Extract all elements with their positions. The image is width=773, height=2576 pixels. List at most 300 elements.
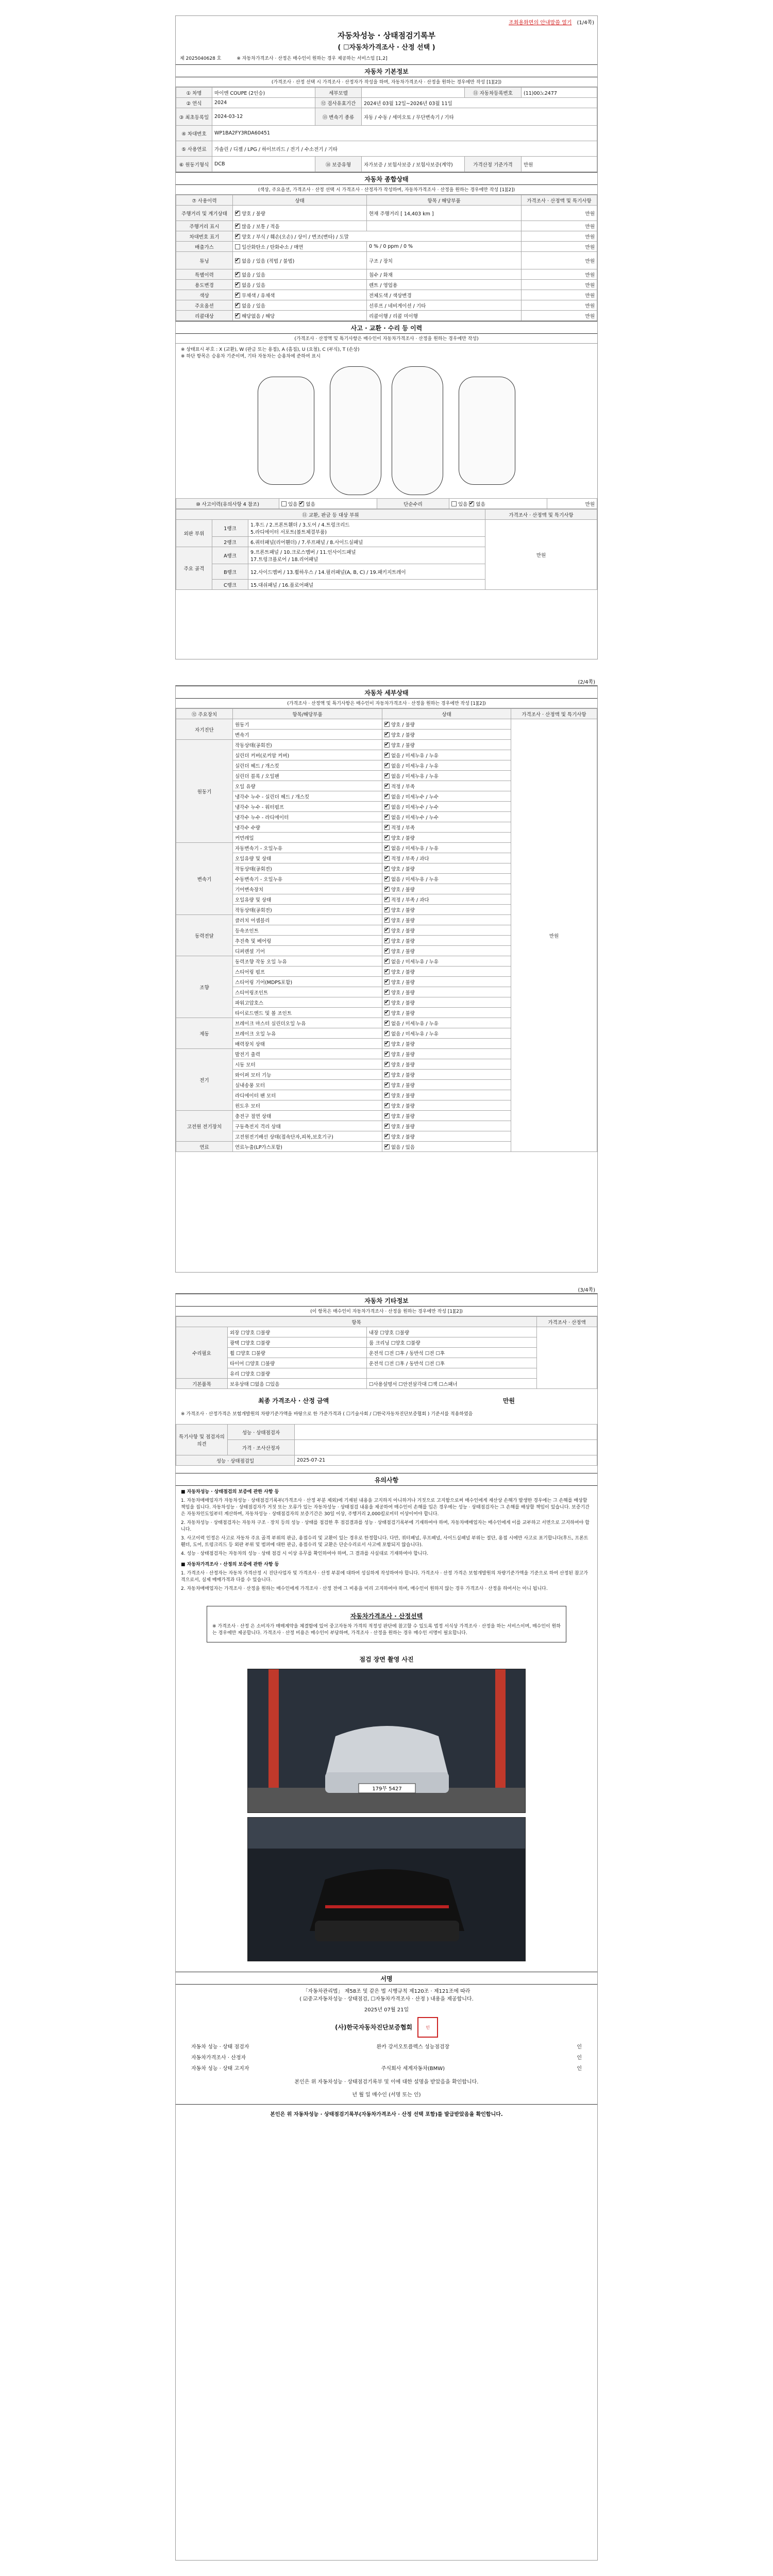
- column-header: 항목 / 해당부품: [367, 195, 522, 206]
- item-label: 브레이크 오일 누유: [233, 1028, 382, 1039]
- item-state-text: 양호 / 불량: [391, 887, 415, 893]
- item-state-text: 없음 / 미세누유 / 누유: [391, 959, 439, 965]
- rank-label: 2랭크: [212, 537, 248, 547]
- detail-note: (가격조사 · 산정액 및 특기사항은 매수인이 자동차가격조사 · 산정을 원하는 경우에만 작성 [1][2]): [176, 699, 597, 708]
- accident-note: (가격조사 · 산정액 및 특기사항은 매수인이 자동차가격조사 · 산정을 원하는 경우에만 작성): [176, 334, 597, 344]
- item-state: [382, 1090, 511, 1100]
- item-state: [382, 1018, 511, 1028]
- checkbox[interactable]: [384, 928, 390, 933]
- selection-box: [207, 1606, 566, 1642]
- checkbox[interactable]: [299, 501, 304, 506]
- checkbox[interactable]: [384, 938, 390, 943]
- item-state-text: 양호 / 불량: [391, 732, 415, 738]
- item-label: 디퍼렌셜 기어: [233, 946, 382, 956]
- group-label: 연료: [176, 1142, 233, 1152]
- checkbox[interactable]: [384, 825, 390, 830]
- final-note: ※ 가격조사 · 산정가격은 보험개발원의 차량기준가액을 바탕으로 한 가준가격과 ( ☐기술사회 / ☐한국자동차진단보증협회 ) 기준서를 적용하였음: [181, 1412, 473, 1417]
- item-state: [382, 1080, 511, 1090]
- signature-date: 2025년 07월 21일: [364, 2007, 409, 2013]
- opinion-table: [176, 1424, 597, 1466]
- item-state-text: 양호 / 불량: [391, 979, 415, 986]
- item-state: [382, 1028, 511, 1039]
- cell-value: 운전석 ☐전 ☐후 / 동반석 ☐전 ☐후: [367, 1358, 537, 1368]
- cell-label: ⑥ 원동기형식: [176, 157, 212, 172]
- accident-question: ⑩ 사고이력(유의사항 4 참조): [176, 499, 279, 509]
- item-state-text: 없음 / 있음: [391, 1144, 415, 1150]
- yes-label: 있음: [288, 501, 298, 507]
- item-state: [382, 1039, 511, 1049]
- checkbox[interactable]: [384, 753, 390, 758]
- group-label: 조향: [176, 956, 233, 1018]
- item-label: 실린더 커버(로커암 커버): [233, 750, 382, 760]
- cell-value: 2024: [212, 98, 315, 108]
- row-status-text: 양호 / 부식 / 훼손(오손) / 상이 / 변조(변타) / 도말: [242, 234, 349, 240]
- outer-label: 외판 부위: [176, 520, 212, 547]
- cell-value: 외장 ☐양호 ☐불량: [228, 1327, 367, 1337]
- rank-items-line: 5.라디에이터 서포트(볼트체결부품): [250, 530, 327, 535]
- checkbox[interactable]: [235, 313, 240, 318]
- main-label: 주요 골격: [176, 547, 212, 590]
- row-label: 주행거리 표시: [176, 221, 233, 231]
- table-row: [176, 108, 597, 126]
- group-label: 고전원 전기장치: [176, 1111, 233, 1142]
- item-state-text: 양호 / 불량: [391, 969, 415, 975]
- car-top-outline: [330, 366, 381, 495]
- checkbox[interactable]: [384, 1093, 390, 1098]
- table-row: [176, 206, 597, 221]
- signer-label: 자동차가격조사 · 산정자: [191, 2055, 246, 2061]
- rank-items: [248, 547, 485, 564]
- checkbox[interactable]: [384, 866, 390, 871]
- notice-subheading: ■ 자동차가격조사 · 산정의 보증에 관한 사항 등: [181, 1562, 279, 1567]
- item-state: [382, 884, 511, 894]
- row-status: [233, 300, 367, 311]
- item-label: 윈도우 모터: [233, 1100, 382, 1111]
- checkbox[interactable]: [384, 1010, 390, 1015]
- checkbox[interactable]: [469, 501, 474, 506]
- cell-label: ⑤ 사용연료: [176, 141, 212, 157]
- checkbox[interactable]: [384, 784, 390, 789]
- car-front-photo: [248, 1669, 526, 1813]
- legend-line: ※ 하단 항목은 승용차 기준이며, 기타 자동차는 승용차에 준하여 표시: [181, 354, 321, 359]
- checkbox[interactable]: [235, 303, 240, 308]
- table-row: [176, 88, 597, 98]
- item-state-text: 없음 / 미세누유 / 누유: [391, 1031, 439, 1037]
- item-state: [382, 802, 511, 812]
- group-label: 자기진단: [176, 719, 233, 740]
- checkbox[interactable]: [281, 501, 287, 506]
- row-status: [233, 269, 367, 280]
- row-price: 만원: [522, 269, 597, 280]
- detail-table: [176, 708, 597, 1152]
- cell-value: 휠 ☐양호 ☐불량: [228, 1348, 367, 1358]
- row-status: [233, 290, 367, 300]
- row-price: 만원: [511, 719, 597, 1152]
- row-status-text: 일산화탄소 / 탄화수소 / 매연: [242, 244, 304, 250]
- checkbox[interactable]: [384, 732, 390, 737]
- item-state-text: 양호 / 불량: [391, 907, 415, 913]
- doc-number: 제 2025040628 호: [180, 56, 222, 61]
- row-status-text: 없음 / 있음: [242, 272, 265, 278]
- item-state: [382, 997, 511, 1008]
- item-label: 라디에이터 팬 모터: [233, 1090, 382, 1100]
- checkbox[interactable]: [235, 258, 240, 263]
- item-state: [382, 946, 511, 956]
- no-label: 없음: [306, 501, 315, 507]
- notice-body: [176, 1486, 597, 1596]
- notice-paragraph: 1. 자동차매매업자가 자동차성능 · 상태점검기록부(가격조사 · 산정 부분 제외)에 기재된 내용을 고지하지 아니하거나 거짓으로 고지함으로써 매수인에게 재산상 손해가 발생한 경우에는 그 손해를 배상할 책임을 집니다. 자동차성능 · 상태점검자가 거짓 또는 오류가 있는 자동차성능 · 상태점검 내용을 제공하여 매수인이 손해를 입은 경우에는 성능 · 상태점검자는 그 손해를 배상할 책임이 있습니다. 보증기간은 자동차인도일부터 계산하며, 자동차성능 · 상태점검자의 보증기간은 30일 이상, 주행거리 2,000킬로미터 이상이어야 합니다.: [181, 1498, 590, 1517]
- checkbox[interactable]: [384, 907, 390, 912]
- form-title: 자동차성능 · 상태점검기록부: [337, 31, 436, 40]
- item-state: [382, 894, 511, 905]
- column-header: 가격조사 · 산정액: [537, 1317, 597, 1327]
- item-state: [382, 760, 511, 771]
- item-label: 시동 모터: [233, 1059, 382, 1070]
- column-header: 가격조사 · 산정액 및 특기사항: [522, 195, 597, 206]
- table-header-row: [176, 1317, 597, 1327]
- checkbox[interactable]: [235, 224, 240, 229]
- checkbox[interactable]: [384, 1134, 390, 1139]
- item-state-text: 양호 / 불량: [391, 1124, 415, 1130]
- row-status: [233, 206, 367, 221]
- meta-line: [176, 52, 597, 64]
- row-status-text: 무채색 / 유채색: [242, 293, 275, 299]
- form-page-2: [175, 680, 598, 1273]
- plate-number: 179무 5427: [372, 1786, 402, 1792]
- item-label: 스티어링 펌프: [233, 967, 382, 977]
- signer-label: 자동차 성능 · 상태 고지자: [191, 2066, 249, 2072]
- row-price: 만원: [522, 252, 597, 269]
- column-header: 상태: [233, 195, 367, 206]
- checkbox[interactable]: [384, 1062, 390, 1067]
- item-state-text: 양호 / 불량: [391, 1000, 415, 1006]
- checkbox[interactable]: [384, 794, 390, 799]
- checkbox[interactable]: [235, 244, 240, 249]
- table-row: [176, 520, 597, 537]
- item-state-text: 없음 / 미세누수 / 누수: [391, 815, 439, 821]
- table-row: [176, 1337, 597, 1348]
- accident-answer: [279, 499, 377, 509]
- item-state: [382, 987, 511, 997]
- item-label: 오일유량 및 상태: [233, 853, 382, 863]
- item-state-text: 양호 / 불량: [391, 722, 415, 728]
- checkbox[interactable]: [235, 282, 240, 287]
- checkbox[interactable]: [235, 211, 240, 216]
- others-table: [176, 1316, 597, 1389]
- item-state: [382, 812, 511, 822]
- row-status-text: 없음 / 있음 (적법 / 불법): [242, 258, 295, 264]
- row-status: [233, 252, 367, 269]
- cell-value: 광택 ☐양호 ☐불량: [228, 1337, 367, 1348]
- item-label: 브레이크 마스터 실린더오일 누유: [233, 1018, 382, 1028]
- item-state: [382, 750, 511, 760]
- item-state-text: 양호 / 불량: [391, 918, 415, 924]
- general-status-note: (색상, 주요옵션, 가격조사 · 산정 선택 시 가격조사 · 산정자가 작성하며, 자동차가격조사 · 산정을 원하는 경우에만 작성 [1][2]): [176, 185, 597, 195]
- cell-label: 세부모델: [315, 88, 362, 98]
- checkbox[interactable]: [384, 845, 390, 851]
- column-header: 항목: [176, 1317, 537, 1327]
- item-state: [382, 1008, 511, 1018]
- vehicle-info-title: 자동차 기본정보: [176, 64, 597, 77]
- cell-value: 내장 ☐양호 ☐불량: [367, 1327, 537, 1337]
- group-label: 동력전달: [176, 915, 233, 956]
- cell-value: [295, 1425, 597, 1440]
- general-status-title: 자동차 종합상태: [176, 172, 597, 185]
- signer-seal: 인: [577, 2044, 582, 2050]
- checkbox[interactable]: [384, 1021, 390, 1026]
- signer-value: 완카 강서오토플렉스 성능점검장: [376, 2044, 450, 2050]
- table-row: [176, 141, 597, 157]
- item-label: 추진축 및 베어링: [233, 936, 382, 946]
- item-state-text: 적정 / 부족: [391, 784, 415, 790]
- checkbox[interactable]: [384, 1000, 390, 1005]
- signature-title: 서명: [176, 1972, 597, 1985]
- item-label: 스티어링 기어(MDPS포함): [233, 977, 382, 987]
- item-state-text: 없음 / 미세누수 / 누수: [391, 794, 439, 800]
- checkbox[interactable]: [235, 272, 240, 277]
- cell-value: 자가보증 / 보험사보증 / 보험사보증(계약): [362, 157, 465, 172]
- checkbox[interactable]: [384, 722, 390, 727]
- checkbox[interactable]: [384, 1052, 390, 1057]
- item-state-text: 양호 / 불량: [391, 1072, 415, 1078]
- page-number: (3/4쪽): [578, 1287, 595, 1293]
- column-header: ⑪ 교환, 판금 등 대상 부위: [176, 510, 485, 520]
- checkbox[interactable]: [384, 804, 390, 809]
- item-state-text: 양호 / 불량: [391, 1103, 415, 1109]
- row-detail: 전체도색 / 색상변경: [367, 290, 522, 300]
- item-state: [382, 853, 511, 863]
- checkbox[interactable]: [384, 1082, 390, 1088]
- item-state-text: 양호 / 불량: [391, 938, 415, 944]
- no-label: 없음: [476, 501, 485, 507]
- inspection-photo-front: [247, 1669, 526, 1813]
- rank-items-line: 1.후드 / 2.프론트휀더 / 3.도어 / 4.트렁크리드: [250, 522, 350, 528]
- car-left-side-outline: [258, 377, 314, 485]
- item-state-text: 양호 / 불량: [391, 1082, 415, 1089]
- repair-question: 단순수리: [377, 499, 449, 509]
- item-state: [382, 822, 511, 833]
- checkbox[interactable]: [451, 501, 457, 506]
- notice-paragraph: 3. 사고이력 인정은 사고로 자동차 주요 골격 부위의 판금, 용접수리 및 교환이 있는 경우로 한정합니다. 다만, 쿼터패널, 루프패널, 사이드실패널 부위는 절단, 용접 시에만 사고로 표기합니다(후드, 프론트휀더, 도어, 트렁크리드 등 외판 부위 및 범퍼에 대한 판금, 용접수리 및 교환은 단순수리로서 사고에 포함되지 않습니다).: [181, 1536, 589, 1548]
- item-state: [382, 967, 511, 977]
- table-row: [176, 1327, 597, 1337]
- row-detail: 선루프 / 네비게이션 / 기타: [367, 300, 522, 311]
- item-state-text: 양호 / 불량: [391, 1093, 415, 1099]
- checkbox[interactable]: [384, 990, 390, 995]
- row-label: 기본품목: [176, 1379, 228, 1389]
- cell-label: ② 연식: [176, 98, 212, 108]
- others-title: 자동차 기타정보: [176, 1294, 597, 1307]
- checkbox[interactable]: [235, 293, 240, 298]
- row-label: 특별이력: [176, 269, 233, 280]
- rank-items-line: 9.프론트패널 / 10.크로스멤버 / 11.인사이드패널: [250, 550, 356, 555]
- form-page-1: [175, 15, 598, 659]
- signer-seal: 인: [577, 2066, 582, 2072]
- item-state-text: 양호 / 불량: [391, 1062, 415, 1068]
- checkbox[interactable]: [384, 763, 390, 768]
- checkbox[interactable]: [384, 742, 390, 748]
- final-price-unit: 만원: [502, 1397, 515, 1404]
- checkbox[interactable]: [384, 1144, 390, 1149]
- item-label: 작동상태(공회전): [233, 740, 382, 750]
- row-detail: 침수 / 화재: [367, 269, 522, 280]
- checkbox[interactable]: [384, 897, 390, 902]
- item-state-text: 양호 / 불량: [391, 866, 415, 872]
- item-state: [382, 1131, 511, 1142]
- item-state-text: 양호 / 불량: [391, 990, 415, 996]
- item-state: [382, 1070, 511, 1080]
- table-row: [176, 252, 597, 269]
- signer-seal: 인: [577, 2055, 582, 2061]
- item-label: 동력조향 작동 오일 누유: [233, 956, 382, 967]
- company-seal: 인: [417, 2017, 438, 2038]
- table-row: [176, 1425, 597, 1440]
- receipt-sign: 년 월 일 매수인 (서명 또는 인): [352, 2092, 421, 2098]
- item-label: 등속조인트: [233, 925, 382, 936]
- table-row: [176, 98, 597, 108]
- signer-row: [176, 2041, 597, 2052]
- item-label: 스티어링조인트: [233, 987, 382, 997]
- company-name: (사)한국자동차진단보증협회: [334, 2023, 413, 2031]
- item-state: [382, 874, 511, 884]
- item-state: [382, 1049, 511, 1059]
- row-status-text: 없음 / 있음: [242, 303, 265, 309]
- row-status: [233, 311, 367, 321]
- row-price: 만원: [522, 231, 597, 242]
- row-detail: 구조 / 장치: [367, 252, 522, 269]
- item-label: 기어변속장치: [233, 884, 382, 894]
- table-row: [176, 280, 597, 290]
- table-header-row: [176, 195, 597, 206]
- column-header: ⑦ 사용이력: [176, 195, 233, 206]
- rank-label: A랭크: [212, 547, 248, 564]
- item-label: 연료누출(LP가스포함): [233, 1142, 382, 1152]
- group-label: 변속기: [176, 843, 233, 915]
- item-label: 충전구 절연 상태: [233, 1111, 382, 1121]
- row-detail: [367, 221, 522, 231]
- item-label: 실린더 블록 / 오일팬: [233, 771, 382, 781]
- top-bar: [176, 16, 597, 28]
- checkbox[interactable]: [235, 234, 240, 239]
- photo-title: 점검 장면 촬영 사진: [176, 1653, 597, 1665]
- row-label: 성능 · 상태점검일: [176, 1455, 295, 1466]
- table-row: [176, 221, 597, 231]
- row-label: 색상: [176, 290, 233, 300]
- table-row: [176, 1348, 597, 1358]
- yes-label: 있음: [458, 501, 468, 507]
- table-row: [176, 1455, 597, 1466]
- checkbox[interactable]: [384, 815, 390, 820]
- general-status-table: [176, 195, 597, 321]
- signature-text: [176, 1985, 597, 2041]
- table-row: [176, 311, 597, 321]
- row-detail: 렌트 / 영업용: [367, 280, 522, 290]
- car-frame-outline: [392, 366, 443, 495]
- checkbox[interactable]: [384, 969, 390, 974]
- checkbox[interactable]: [384, 1124, 390, 1129]
- item-state-text: 양호 / 불량: [391, 948, 415, 955]
- rank-label: B랭크: [212, 564, 248, 580]
- cell-value: 2024-03-12: [212, 108, 315, 126]
- table-row: [176, 1440, 597, 1455]
- checkbox[interactable]: [384, 918, 390, 923]
- checkbox[interactable]: [384, 876, 390, 882]
- checkbox[interactable]: [384, 856, 390, 861]
- checkbox[interactable]: [384, 835, 390, 840]
- cell-value: [367, 1368, 537, 1379]
- table-row: [176, 126, 597, 141]
- rank-items: 15.대쉬패널 / 16.플로어패널: [248, 580, 485, 590]
- checkbox[interactable]: [384, 1072, 390, 1077]
- row-label: 주행거리 및 계기상태: [176, 206, 233, 221]
- checkbox[interactable]: [384, 773, 390, 778]
- row-status: [233, 242, 367, 252]
- others-note: (이 항목은 매수인이 자동차가격조사 · 산정을 원하는 경우에만 작성 [1][2]): [176, 1307, 597, 1316]
- item-state: [382, 791, 511, 802]
- checkbox[interactable]: [384, 1041, 390, 1046]
- row-price: 만원: [522, 311, 597, 321]
- item-state-text: 없음 / 미세누유 / 누유: [391, 1021, 439, 1027]
- item-label: 구동축전지 격리 상태: [233, 1121, 382, 1131]
- item-state-text: 양호 / 불량: [391, 742, 415, 749]
- car-rear-photo: [248, 1818, 526, 1961]
- item-state-text: 없음 / 미세누유 / 누유: [391, 876, 439, 883]
- item-state: [382, 833, 511, 843]
- item-state-text: 양호 / 불량: [391, 1134, 415, 1140]
- row-price: 만원: [547, 499, 597, 509]
- cell-value: ☐사용설명서 ☐안전삼각대 ☐잭 ☐스패너: [367, 1379, 537, 1389]
- checkbox[interactable]: [384, 959, 390, 964]
- receipt-text: 본인은 위 자동차성능 · 상태점검기록부 및 이에 대한 설명을 받았음을 확인합니다.: [294, 2079, 479, 2085]
- row-label: 가격 · 조사산정자: [228, 1440, 295, 1455]
- row-label: 튜닝: [176, 252, 233, 269]
- cell-label: ⑫ 검사유효기간: [315, 98, 362, 108]
- signer-row: [176, 2062, 597, 2073]
- checkbox[interactable]: [384, 1103, 390, 1108]
- item-state-text: 양호 / 불량: [391, 1052, 415, 1058]
- checkbox[interactable]: [384, 1113, 390, 1118]
- checkbox[interactable]: [384, 948, 390, 954]
- table-row: [176, 231, 597, 242]
- rank-items: 12.사이드멤버 / 13.휠하우스 / 14.필러패널(A, B, C) / 19.패키지트레이: [248, 564, 485, 580]
- row-status-text: 양호 / 불량: [242, 211, 265, 217]
- table-row: [176, 290, 597, 300]
- row-label: 리콜대상: [176, 311, 233, 321]
- item-state: [382, 925, 511, 936]
- item-state: [382, 905, 511, 915]
- guide-link[interactable]: 조회용화면의 안내말씀 열기: [509, 20, 572, 26]
- item-label: 냉각수 수량: [233, 822, 382, 833]
- item-label: 자동변속기 - 오일누유: [233, 843, 382, 853]
- item-state: [382, 1100, 511, 1111]
- checkbox[interactable]: [384, 1031, 390, 1036]
- checkbox[interactable]: [384, 979, 390, 985]
- signature-line: ( ☑중고자동차성능 · 상태점검, ☐자동차가격조사 · 산정 ) 내용을 제공합니다.: [299, 1996, 474, 2002]
- row-detail: 0 % / 0 ppm / 0 %: [367, 242, 522, 252]
- column-header: 가격조사 · 산정액 및 특기사항: [485, 510, 597, 520]
- item-label: 와이퍼 모터 기능: [233, 1070, 382, 1080]
- cell-value: 보유상태 ☐없음 ☐있음: [228, 1379, 367, 1389]
- selection-title: 자동차가격조사 · 산정선택: [350, 1613, 423, 1620]
- checkbox[interactable]: [384, 887, 390, 892]
- rank-items: 6.쿼터패널(리어휀더) / 7.루프패널 / 8.사이드실패널: [248, 537, 485, 547]
- item-label: 냉각수 누수 - 라디에이터: [233, 812, 382, 822]
- car-right-side-outline: [459, 377, 515, 485]
- cell-value: 2024년 03월 12일~2026년 03월 11일: [362, 98, 597, 108]
- accident-title: 사고 · 교환 · 수리 등 이력: [176, 321, 597, 334]
- cell-value: DCB: [212, 157, 315, 172]
- inspection-photo-rear: [247, 1817, 526, 1961]
